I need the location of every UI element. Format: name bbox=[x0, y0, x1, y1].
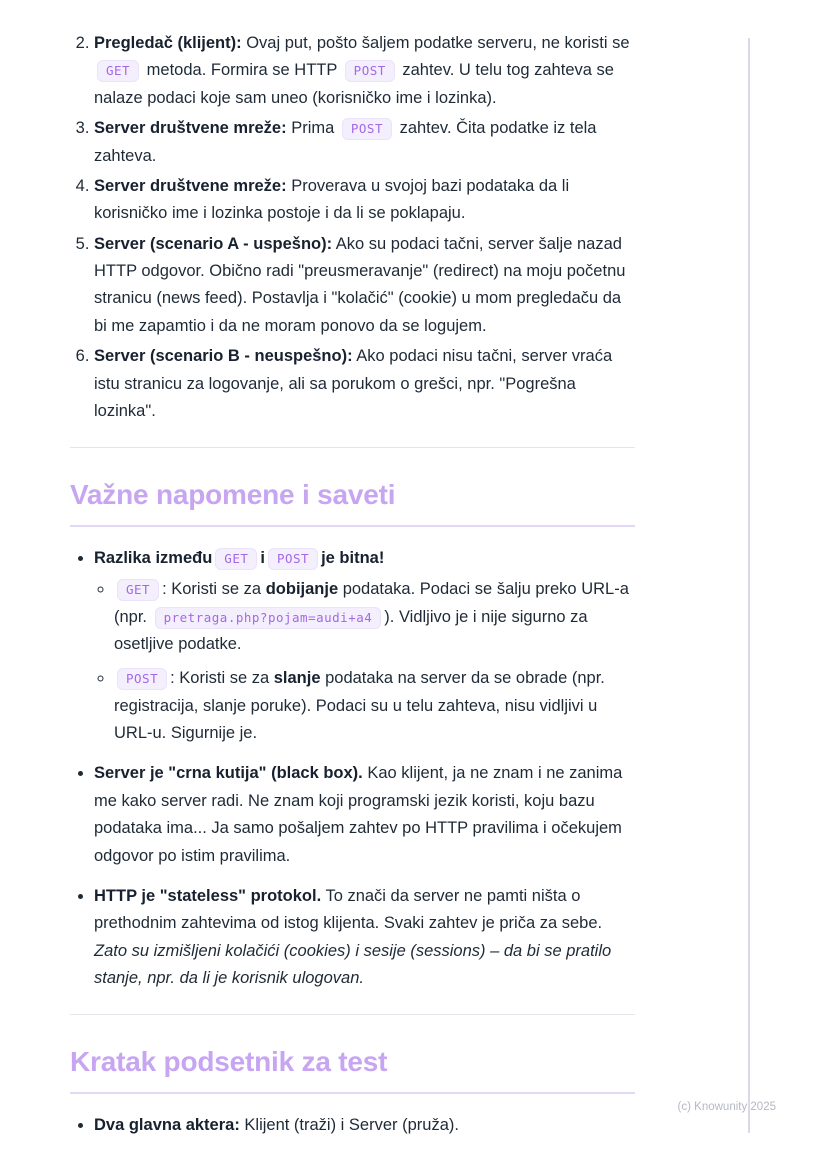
recap-list bbox=[70, 1112, 635, 1139]
step-item-scenario-b: 6. Server (scenario B - neuspešno): Ako podaci nisu tačni, server vraća istu stranicu za logovanje, ali sa porukom o grešci, npr. "Pogrešna lozinka". bbox=[94, 343, 635, 425]
section-divider bbox=[70, 447, 635, 448]
step-item-server-checks: 4. Server društvene mreže: Proverava u svojoj bazi podataka da li korisničko ime i lozinka postoje i da li se poklapaju. bbox=[94, 173, 635, 228]
section-title-notes: Važne napomene i saveti bbox=[70, 478, 635, 527]
watermark: (c) Knowunity 2025 bbox=[677, 1101, 776, 1113]
step-item-scenario-a: 5. Server (scenario A - uspešno): Ako su podaci tačni, server šalje nazad HTTP odgovor. Obično radi "preusmeravanje" (redirect) na moju početnu stranicu (news feed). Postavlja i "kolačić" (cookie) u mom pregledaču da bi me zapamtio i da ne moram ponovo da se logujem. bbox=[94, 231, 635, 341]
step-item-server-receives: 3. Server društvene mreže: Prima POST zahtev. Čita podatke iz tela zahteva. bbox=[94, 115, 635, 170]
inline-code-badge: pretraga.php?pojam=audi+a4 bbox=[155, 607, 382, 629]
inline-code-badge: POST bbox=[117, 668, 167, 690]
inline-code-badge: POST bbox=[268, 548, 318, 570]
steps-list bbox=[70, 30, 635, 425]
note-subitem-post: ◦ POST : Koristi se za slanje podataka na server da se obrade (npr. registracija, slanje poruke). Podaci su u telu zahteva, nisu vidljivi u URL-u. Sigurnije je. bbox=[114, 665, 635, 747]
page-edge-line bbox=[748, 38, 750, 1133]
note-item-get-post-difference bbox=[94, 545, 635, 748]
inline-code-badge: GET bbox=[215, 548, 257, 570]
inline-code-badge: GET bbox=[117, 579, 159, 601]
section-title-recap: Kratak podsetnik za test bbox=[70, 1045, 635, 1094]
section-divider bbox=[70, 1014, 635, 1015]
notes-list bbox=[70, 545, 635, 993]
step-item-browser-client: 2. Pregledač (klijent): Ovaj put, pošto šaljem podatke serveru, ne koristi se GET metoda. Formira se HTTP POST zahtev. U telu tog zahteva se nalaze podaci koje sam uneo (korisničko ime i lozinka). bbox=[94, 30, 635, 112]
inline-code-badge: POST bbox=[342, 118, 392, 140]
note-text: Razlika između GET i POST je bitna! bbox=[94, 549, 384, 567]
note-item-stateless: • HTTP je "stateless" protokol. To znači da server ne pamti ništa o prethodnim zahtevima od istog klijenta. Svaki zahtev je priča za sebe. Zato su izmišljeni kolačići (cookies) i sesije (sessions) – da bi se pratilo stanje, npr. da li je korisnik ulogovan. bbox=[94, 883, 635, 993]
note-subitem-get: ◦ GET : Koristi se za dobijanje podataka. Podaci se šalju preko URL-a (npr. pretraga.php?pojam=audi+a4 ). Vidljivo je i nije sigurno za osetljive podatke. bbox=[114, 576, 635, 658]
document-page bbox=[70, 30, 635, 1152]
get-post-sublist bbox=[94, 576, 635, 747]
recap-item-two-actors: • Dva glavna aktera: Klijent (traži) i Server (pruža). bbox=[94, 1112, 635, 1139]
note-item-black-box: • Server je "crna kutija" (black box). Kao klijent, ja ne znam i ne zanima me kako server radi. Ne znam koji programski jezik koristi, koju bazu podataka ima... Ja samo pošaljem zahtev po HTTP pravilima i očekujem odgovor po istim pravilima. bbox=[94, 760, 635, 870]
inline-code-badge: POST bbox=[345, 60, 395, 82]
inline-code-badge: GET bbox=[97, 60, 139, 82]
